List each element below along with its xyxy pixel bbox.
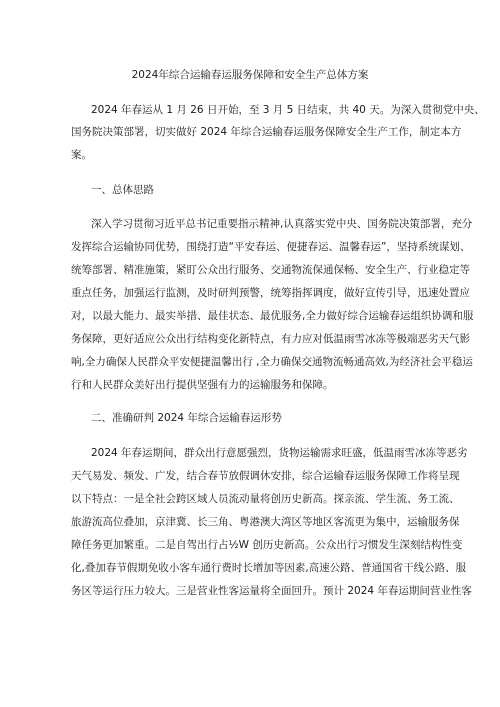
paragraph-line: 响,全力确保人民群众平安便捷温馨出行 ,全力确保交通物流畅通高效,为经济社会平稳运 <box>71 356 473 368</box>
paragraph-line: 发挥综合运输协同优势，围绕打造“平安春运、便捷春运、温馨春运”，坚持系统谋划、 <box>71 241 471 253</box>
paragraph-line: 务区等运行压力较大。三是营业性客运量将全面回升。预计 2024 年春运期间营业性客 <box>71 585 472 597</box>
paragraph-line: 务保障，更好适应公众出行结构变化新特点，有力应对低温雨雪冰冻等极端恶劣天气影 <box>71 333 470 345</box>
paragraph-line: 深入学习贯彻习近平总书记重要指示精神,认真落实党中央、国务院决策部署，充分 <box>91 218 473 230</box>
paragraph-line: 障任务更加繁重。二是自驾出行占½W 创历史新高。公众出行习惯发生深刻结构性变 <box>71 539 463 551</box>
paragraph-line: 重点任务，加强运行监测，及时研判预警，统筹指挥调度，做好宣传引导，迅速处置应 <box>71 287 470 299</box>
section-heading: 一、总体思路 <box>91 184 154 196</box>
paragraph-line: 2024 年春运期间，群众出行意愿强烈，货物运输需求旺盛，低温雨雪冰冻等恶劣 <box>91 447 468 459</box>
paragraph-line: 统筹部署、精准施策，紧盯公众出行服务、交通物流保通保畅、安全生产、行业稳定等 <box>71 264 470 276</box>
paragraph-line: 天气易发、频发、广发，结合春节放假调休安排，综合运输春运服务保障工作将呈现 <box>71 470 460 482</box>
paragraph-line: 旅游流高位叠加，京津冀、长三角、粤港澳大湾区等地区客流更为集中，运输服务保 <box>71 516 460 528</box>
section-heading: 二、准确研判 2024 年综合运输春运形势 <box>91 412 282 424</box>
document-title: 2024年综合运输春运服务保障和安全生产总体方案 <box>131 69 369 81</box>
paragraph-line: 国务院决策部署，切实做好 2024 年综合运输春运服务保障安全生产工作，制定本方 <box>71 126 462 138</box>
paragraph-line: 对，以最大能力、最实举措、最佳状态、最优服务,全力做好综合运输春运组织协调和服 <box>71 310 474 322</box>
paragraph-line: 2024 年春运从 1 月 26 日开始，至 3 月 5 日结束，共 40 天。为深入贯彻党中央、 <box>91 104 485 116</box>
paragraph-line: 行和人民群众美好出行提供坚强有力的运输服务和保障。 <box>71 379 334 391</box>
paragraph-line: 以下特点：一是全社会跨区域人员流动量将创历史新高。探亲流、学生流、务工流、 <box>71 493 460 505</box>
paragraph-line: 案。 <box>71 149 92 161</box>
paragraph-line: 化,叠加春节假期免收小客车通行费时长增加等因素,高速公路、普通国省干线公路、服 <box>71 562 467 574</box>
